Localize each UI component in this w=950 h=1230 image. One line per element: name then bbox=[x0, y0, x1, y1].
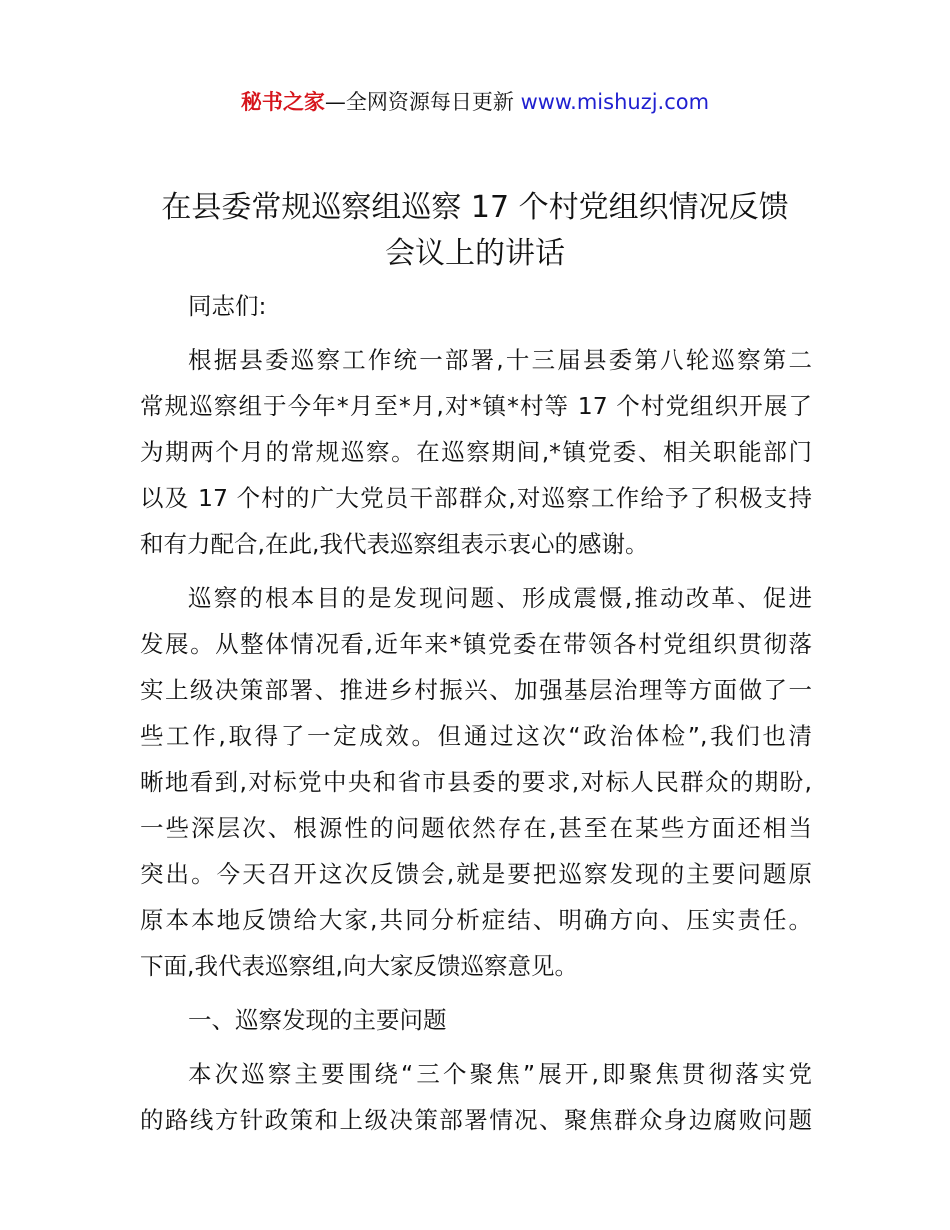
paragraph-line: 以及 17 个村的广大党员干部群众,对巡察工作给予了积极支持 bbox=[140, 484, 812, 512]
paragraph-line: 实上级决策部署、推进乡村振兴、加强基层治理等方面做了一 bbox=[140, 676, 812, 704]
section-heading: 一、巡察发现的主要问题 bbox=[188, 1006, 447, 1034]
paragraph-line: 下面,我代表巡察组,向大家反馈巡察意见。 bbox=[140, 952, 578, 980]
paragraph-3 bbox=[140, 1051, 812, 1143]
title-line-2: 会议上的讲话 bbox=[385, 236, 565, 271]
paragraph-line: 本次巡察主要围绕“三个聚焦”展开,即聚焦贯彻落实党 bbox=[188, 1060, 812, 1088]
salutation: 同志们: bbox=[188, 292, 267, 320]
site-name: 秘书之家 bbox=[240, 90, 325, 114]
paragraph-line: 为期两个月的常规巡察。在巡察期间,*镇党委、相关职能部门 bbox=[140, 438, 812, 466]
title-line-1: 在县委常规巡察组巡察 17 个村党组织情况反馈 bbox=[161, 190, 789, 225]
document-body bbox=[140, 283, 812, 1143]
paragraph-line: 晰地看到,对标党中央和省市县委的要求,对标人民群众的期盼, bbox=[140, 768, 812, 796]
paragraph-line: 的路线方针政策和上级决策部署情况、聚焦群众身边腐败问题 bbox=[140, 1106, 812, 1134]
paragraph-line: 一些深层次、根源性的问题依然存在,甚至在某些方面还相当 bbox=[140, 814, 812, 842]
paragraph-line: 和有力配合,在此,我代表巡察组表示衷心的感谢。 bbox=[140, 530, 649, 558]
paragraph-line: 根据县委巡察工作统一部署,十三届县委第八轮巡察第二 bbox=[188, 346, 812, 374]
site-slogan: —全网资源每日更新 bbox=[324, 90, 521, 114]
document-title bbox=[120, 185, 830, 277]
paragraph-line: 巡察的根本目的是发现问题、形成震慑,推动改革、促进 bbox=[188, 584, 812, 612]
paragraph-line: 常规巡察组于今年*月至*月,对*镇*村等 17 个村党组织开展了 bbox=[140, 392, 812, 420]
paragraph-2 bbox=[140, 575, 812, 989]
site-header bbox=[0, 86, 950, 118]
paragraph-line: 突出。今天召开这次反馈会,就是要把巡察发现的主要问题原 bbox=[140, 860, 812, 888]
paragraph-1 bbox=[140, 337, 812, 567]
site-url-link[interactable]: www.mishuzj.com bbox=[520, 90, 710, 114]
paragraph-line: 原本本地反馈给大家,共同分析症结、明确方向、压实责任。 bbox=[140, 906, 812, 934]
paragraph-line: 些工作,取得了一定成效。但通过这次“政治体检”,我们也清 bbox=[140, 722, 812, 750]
paragraph-line: 发展。从整体情况看,近年来*镇党委在带领各村党组织贯彻落 bbox=[140, 630, 812, 658]
